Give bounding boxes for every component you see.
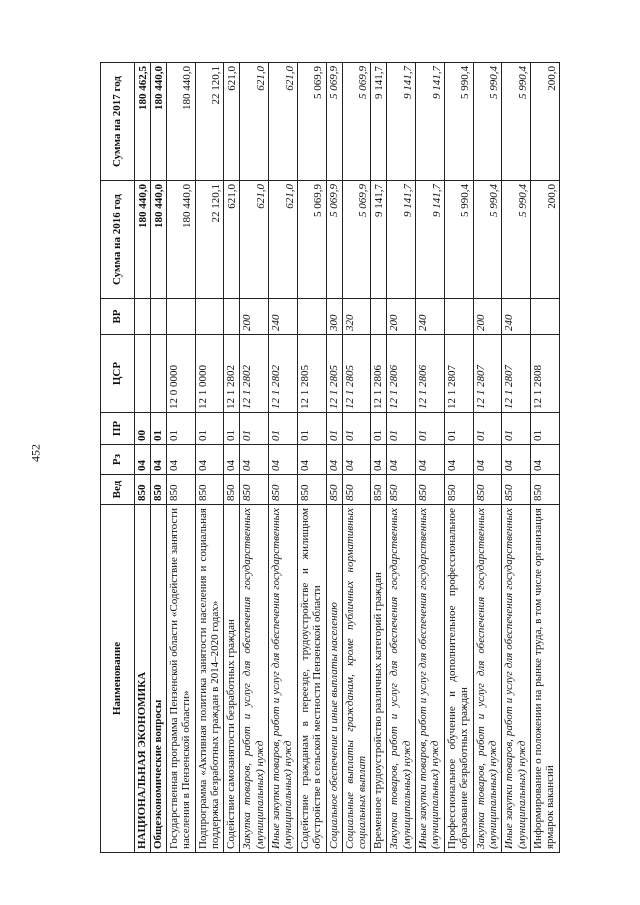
cell-sum-2017: 5 069,9 <box>326 63 342 181</box>
cell-sum-2016: 621,0 <box>240 181 269 299</box>
col-header-rz: Рз <box>101 445 135 475</box>
cell-sum-2016: 621,0 <box>269 181 298 299</box>
cell-sum-2016: 200,0 <box>531 181 560 299</box>
cell-pr: 01 <box>387 413 416 445</box>
cell-name: Иные закупки товаров, работ и услуг для обеспечения государственных (муниципальных) нужд <box>269 505 298 853</box>
cell-pr: 01 <box>240 413 269 445</box>
cell-vr <box>195 299 224 335</box>
cell-pr: 01 <box>531 413 560 445</box>
cell-sum-2017: 621,0 <box>269 63 298 181</box>
cell-name: Профессиональное обучение и дополнительное профессиональное образование безработных граждан <box>444 505 473 853</box>
cell-sum-2016: 9 141,7 <box>371 181 387 299</box>
cell-pr: 01 <box>195 413 224 445</box>
cell-name: Подпрограмма «Активная политика занятости населения и социальная поддержка безработных граждан в 2014–2020 годах» <box>195 505 224 853</box>
col-header-ved: Вед <box>101 475 135 505</box>
table-row <box>473 63 502 853</box>
cell-pr: 01 <box>166 413 195 445</box>
table-row <box>416 63 445 853</box>
cell-rz: 04 <box>531 445 560 475</box>
cell-sum-2017: 5 990,4 <box>473 63 502 181</box>
cell-rz: 04 <box>240 445 269 475</box>
cell-vr: 240 <box>502 299 531 335</box>
col-header-pr: ПР <box>101 413 135 445</box>
cell-name: Закупка товаров, работ и услуг для обеспечения государственных (муниципальных) нужд <box>387 505 416 853</box>
cell-ved: 850 <box>444 475 473 505</box>
cell-ved: 850 <box>502 475 531 505</box>
rotated-page-content <box>100 63 560 853</box>
cell-pr: 01 <box>473 413 502 445</box>
cell-sum-2017: 5 990,4 <box>444 63 473 181</box>
cell-ved: 850 <box>342 475 371 505</box>
cell-csr: 12 1 2805 <box>326 335 342 413</box>
table-header <box>101 63 135 853</box>
cell-csr: 12 1 2806 <box>416 335 445 413</box>
cell-name: Информирование о положении на рынке труда, в том числе организация ярмарок вакансий <box>531 505 560 853</box>
cell-sum-2016: 5 069,9 <box>342 181 371 299</box>
cell-ved: 850 <box>224 475 240 505</box>
table-row <box>297 63 326 853</box>
cell-sum-2017: 180 440,0 <box>166 63 195 181</box>
cell-name: Иные закупки товаров, работ и услуг для обеспечения государственных (муниципальных) нужд <box>416 505 445 853</box>
cell-csr: 12 1 2806 <box>387 335 416 413</box>
cell-csr: 12 0 0000 <box>166 335 195 413</box>
table-row <box>502 63 531 853</box>
table-row <box>150 63 166 853</box>
cell-csr: 12 1 2806 <box>371 335 387 413</box>
cell-ved: 850 <box>195 475 224 505</box>
cell-sum-2017: 200,0 <box>531 63 560 181</box>
cell-name: Закупка товаров, работ и услуг для обеспечения государственных (муниципальных) нужд <box>473 505 502 853</box>
cell-csr: 12 1 2807 <box>473 335 502 413</box>
cell-pr: 01 <box>342 413 371 445</box>
cell-vr <box>444 299 473 335</box>
table-row <box>342 63 371 853</box>
cell-ved: 850 <box>166 475 195 505</box>
cell-rz: 04 <box>135 445 151 475</box>
table-row <box>135 63 151 853</box>
cell-sum-2017: 22 120,1 <box>195 63 224 181</box>
cell-pr: 01 <box>150 413 166 445</box>
cell-vr: 300 <box>326 299 342 335</box>
cell-ved: 850 <box>135 475 151 505</box>
cell-rz: 04 <box>166 445 195 475</box>
cell-pr: 01 <box>326 413 342 445</box>
cell-name: Иные закупки товаров, работ и услуг для обеспечения государственных (муниципальных) нужд <box>502 505 531 853</box>
cell-pr: 00 <box>135 413 151 445</box>
cell-rz: 04 <box>444 445 473 475</box>
cell-name: Временное трудоустройство различных категорий граждан <box>371 505 387 853</box>
cell-sum-2016: 5 990,4 <box>502 181 531 299</box>
cell-rz: 04 <box>416 445 445 475</box>
cell-name: Социальные выплаты гражданам, кроме публичных нормативных социальных выплат <box>342 505 371 853</box>
cell-sum-2017: 180 440,0 <box>150 63 166 181</box>
cell-sum-2016: 5 990,4 <box>444 181 473 299</box>
cell-name: Государственная программа Пензенской области «Содействие занятости населения в Пензенской области» <box>166 505 195 853</box>
cell-sum-2017: 9 141,7 <box>387 63 416 181</box>
table-row <box>444 63 473 853</box>
cell-ved: 850 <box>416 475 445 505</box>
cell-sum-2017: 5 069,9 <box>297 63 326 181</box>
cell-sum-2016: 5 069,9 <box>297 181 326 299</box>
col-header-csr: ЦСР <box>101 335 135 413</box>
table-row <box>387 63 416 853</box>
cell-sum-2016: 5 069,9 <box>326 181 342 299</box>
cell-csr: 12 1 2802 <box>269 335 298 413</box>
cell-sum-2017: 9 141,7 <box>416 63 445 181</box>
cell-vr <box>297 299 326 335</box>
cell-csr: 12 1 2805 <box>342 335 371 413</box>
cell-sum-2016: 621,0 <box>224 181 240 299</box>
cell-name: Закупка товаров, работ и услуг для обеспечения государственных (муниципальных) нужд <box>240 505 269 853</box>
cell-sum-2017: 9 141,7 <box>371 63 387 181</box>
cell-csr: 12 1 2807 <box>444 335 473 413</box>
cell-csr: 12 1 0000 <box>195 335 224 413</box>
col-header-sum-2016: Сумма на 2016 год <box>101 181 135 299</box>
cell-pr: 01 <box>502 413 531 445</box>
cell-csr <box>135 335 151 413</box>
table-row <box>326 63 342 853</box>
cell-rz: 04 <box>502 445 531 475</box>
table-body <box>135 63 560 853</box>
cell-csr: 12 1 2808 <box>531 335 560 413</box>
cell-sum-2017: 5 990,4 <box>502 63 531 181</box>
cell-vr <box>224 299 240 335</box>
cell-name: Общеэкономические вопросы <box>150 505 166 853</box>
col-header-vr: ВР <box>101 299 135 335</box>
page-number-text: 452 <box>28 444 43 462</box>
cell-vr <box>150 299 166 335</box>
cell-sum-2016: 180 440,0 <box>150 181 166 299</box>
cell-vr <box>166 299 195 335</box>
cell-pr: 01 <box>416 413 445 445</box>
cell-name: Социальное обеспечение и иные выплаты населению <box>326 505 342 853</box>
cell-vr: 200 <box>240 299 269 335</box>
cell-rz: 04 <box>473 445 502 475</box>
table-row <box>224 63 240 853</box>
cell-sum-2017: 621,0 <box>240 63 269 181</box>
cell-sum-2016: 180 440,0 <box>135 181 151 299</box>
cell-pr: 01 <box>371 413 387 445</box>
table-row <box>195 63 224 853</box>
cell-rz: 04 <box>269 445 298 475</box>
cell-name: НАЦИОНАЛЬНАЯ ЭКОНОМИКА <box>135 505 151 853</box>
cell-sum-2016: 22 120,1 <box>195 181 224 299</box>
cell-ved: 850 <box>371 475 387 505</box>
cell-vr: 320 <box>342 299 371 335</box>
cell-sum-2016: 9 141,7 <box>387 181 416 299</box>
cell-ved: 850 <box>240 475 269 505</box>
table-row <box>240 63 269 853</box>
cell-rz: 04 <box>326 445 342 475</box>
cell-sum-2016: 9 141,7 <box>416 181 445 299</box>
col-header-name: Наименование <box>101 505 135 853</box>
cell-sum-2016: 180 440,0 <box>166 181 195 299</box>
cell-rz: 04 <box>224 445 240 475</box>
cell-vr <box>135 299 151 335</box>
table-row <box>531 63 560 853</box>
cell-rz: 04 <box>371 445 387 475</box>
cell-vr: 240 <box>416 299 445 335</box>
cell-vr <box>531 299 560 335</box>
cell-sum-2017: 621,0 <box>224 63 240 181</box>
cell-sum-2017: 180 462,5 <box>135 63 151 181</box>
cell-ved: 850 <box>473 475 502 505</box>
cell-name: Содействие самозанятости безработных граждан <box>224 505 240 853</box>
cell-vr: 200 <box>473 299 502 335</box>
cell-rz: 04 <box>342 445 371 475</box>
cell-ved: 850 <box>150 475 166 505</box>
cell-pr: 01 <box>297 413 326 445</box>
budget-table <box>100 62 560 853</box>
cell-csr <box>150 335 166 413</box>
table-row <box>166 63 195 853</box>
cell-sum-2017: 5 069,9 <box>342 63 371 181</box>
cell-rz: 04 <box>150 445 166 475</box>
cell-ved: 850 <box>531 475 560 505</box>
table-row <box>371 63 387 853</box>
cell-vr <box>371 299 387 335</box>
table-row <box>269 63 298 853</box>
cell-rz: 04 <box>387 445 416 475</box>
cell-name: Содействие гражданам в переезде, трудоустройстве и жилищном обустройстве в сельской местности Пензенской области <box>297 505 326 853</box>
cell-rz: 04 <box>297 445 326 475</box>
cell-ved: 850 <box>326 475 342 505</box>
cell-sum-2016: 5 990,4 <box>473 181 502 299</box>
cell-ved: 850 <box>387 475 416 505</box>
cell-vr: 200 <box>387 299 416 335</box>
cell-ved: 850 <box>269 475 298 505</box>
cell-vr: 240 <box>269 299 298 335</box>
cell-csr: 12 1 2802 <box>224 335 240 413</box>
cell-pr: 01 <box>224 413 240 445</box>
col-header-sum-2017: Сумма на 2017 год <box>101 63 135 181</box>
cell-pr: 01 <box>269 413 298 445</box>
cell-csr: 12 1 2805 <box>297 335 326 413</box>
cell-rz: 04 <box>195 445 224 475</box>
cell-pr: 01 <box>444 413 473 445</box>
cell-csr: 12 1 2807 <box>502 335 531 413</box>
cell-ved: 850 <box>297 475 326 505</box>
cell-csr: 12 1 2802 <box>240 335 269 413</box>
